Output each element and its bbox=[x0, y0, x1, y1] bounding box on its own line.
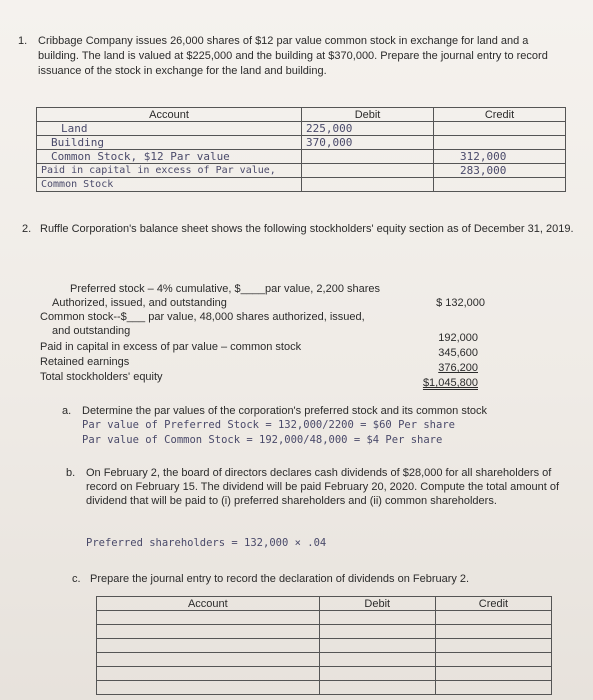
equity-value-preferred: $ 132,000 bbox=[436, 297, 485, 309]
empty-cell[interactable] bbox=[97, 653, 320, 667]
empty-cell[interactable] bbox=[97, 625, 320, 639]
q1-header-credit: Credit bbox=[434, 108, 566, 122]
part-a-text: Determine the par values of the corporation's preferred stock and its common stock bbox=[82, 405, 488, 417]
table-row bbox=[97, 653, 552, 667]
empty-cell[interactable] bbox=[435, 667, 551, 681]
journal-credit bbox=[434, 122, 566, 136]
empty-cell[interactable] bbox=[319, 639, 435, 653]
q1-journal-table bbox=[36, 107, 566, 192]
equity-line-authorized: Authorized, issued, and outstanding bbox=[52, 297, 227, 309]
c-header-debit: Debit bbox=[319, 597, 435, 611]
equity-line-common: Common stock--$___ par value, 48,000 shares authorized, issued, bbox=[40, 311, 365, 323]
empty-cell[interactable] bbox=[319, 681, 435, 695]
equity-value-paid-in: 345,600 bbox=[438, 347, 478, 359]
q1-header-debit: Debit bbox=[302, 108, 434, 122]
table-row bbox=[37, 136, 566, 150]
journal-account: Land bbox=[37, 122, 302, 136]
journal-account: Building bbox=[37, 136, 302, 150]
part-b-answer: Preferred shareholders = 132,000 × .04 bbox=[86, 537, 327, 549]
empty-cell[interactable] bbox=[435, 653, 551, 667]
empty-cell[interactable] bbox=[435, 625, 551, 639]
empty-cell[interactable] bbox=[97, 681, 320, 695]
equity-line-preferred: Preferred stock – 4% cumulative, $____par value, 2,200 shares bbox=[70, 283, 381, 295]
equity-value-retained: 376,200 bbox=[438, 362, 478, 374]
c-header-account: Account bbox=[97, 597, 320, 611]
table-row bbox=[97, 639, 552, 653]
empty-cell[interactable] bbox=[97, 639, 320, 653]
table-row bbox=[97, 681, 552, 695]
journal-debit bbox=[302, 150, 434, 164]
part-a-label: a. bbox=[62, 405, 72, 417]
journal-account: Common Stock bbox=[37, 178, 302, 192]
journal-credit: 312,000 bbox=[434, 150, 566, 164]
table-row bbox=[97, 611, 552, 625]
table-row bbox=[37, 178, 566, 192]
part-a-answer-common: Par value of Common Stock = 192,000/48,000 = $4 Per share bbox=[82, 434, 443, 446]
part-a-answer-preferred: Par value of Preferred Stock = 132,000/2200 = $60 Per share bbox=[82, 419, 455, 431]
table-row bbox=[37, 122, 566, 136]
part-b-text: On February 2, the board of directors declares cash dividends of $28,000 for all shareholders of record on February 15. The dividend will be paid February 20, 2020. Compute the total amount of dividend that will be paid to (i) preferred shareholders and (ii) common shareholders. bbox=[86, 467, 560, 507]
empty-cell[interactable] bbox=[97, 611, 320, 625]
c-journal-table bbox=[96, 596, 552, 695]
table-row bbox=[37, 164, 566, 178]
equity-line-retained: Retained earnings bbox=[40, 356, 130, 368]
journal-debit: 370,000 bbox=[302, 136, 434, 150]
empty-cell[interactable] bbox=[97, 667, 320, 681]
journal-account: Paid in capital in excess of Par value, bbox=[37, 164, 302, 178]
journal-credit bbox=[434, 178, 566, 192]
table-row bbox=[97, 625, 552, 639]
empty-cell[interactable] bbox=[319, 611, 435, 625]
part-c-label: c. bbox=[72, 573, 81, 585]
q1-text: Cribbage Company issues 26,000 shares of $12 par value common stock in exchange for land and a building. The land is valued at $225,000 and the building at $370,000. Prepare the journal entry to record issuance of the stock in exchange for the land and building. bbox=[38, 35, 548, 77]
q2-text: Ruffle Corporation's balance sheet shows the following stockholders' equity section as of December 31, 2019. bbox=[40, 223, 574, 235]
journal-credit: 283,000 bbox=[434, 164, 566, 178]
empty-cell[interactable] bbox=[435, 681, 551, 695]
c-header-credit: Credit bbox=[435, 597, 551, 611]
part-c-text: Prepare the journal entry to record the declaration of dividends on February 2. bbox=[90, 573, 470, 585]
empty-cell[interactable] bbox=[319, 653, 435, 667]
empty-cell[interactable] bbox=[319, 625, 435, 639]
empty-cell[interactable] bbox=[435, 639, 551, 653]
journal-account: Common Stock, $12 Par value bbox=[37, 150, 302, 164]
equity-line-outstanding: and outstanding bbox=[52, 325, 131, 337]
q2-number: 2. bbox=[22, 223, 32, 235]
equity-value-total: $1,045,800 bbox=[422, 377, 478, 389]
table-row bbox=[37, 150, 566, 164]
journal-debit: 225,000 bbox=[302, 122, 434, 136]
equity-value-common: 192,000 bbox=[438, 332, 478, 344]
journal-debit bbox=[302, 164, 434, 178]
q1-header-account: Account bbox=[37, 108, 302, 122]
table-row bbox=[97, 667, 552, 681]
journal-debit bbox=[302, 178, 434, 192]
q1-number: 1. bbox=[18, 35, 28, 47]
empty-cell[interactable] bbox=[435, 611, 551, 625]
part-b-label: b. bbox=[66, 467, 76, 479]
journal-credit bbox=[434, 136, 566, 150]
empty-cell[interactable] bbox=[319, 667, 435, 681]
equity-line-paid-in: Paid in capital in excess of par value – common stock bbox=[40, 341, 302, 353]
equity-line-total: Total stockholders' equity bbox=[40, 371, 163, 383]
